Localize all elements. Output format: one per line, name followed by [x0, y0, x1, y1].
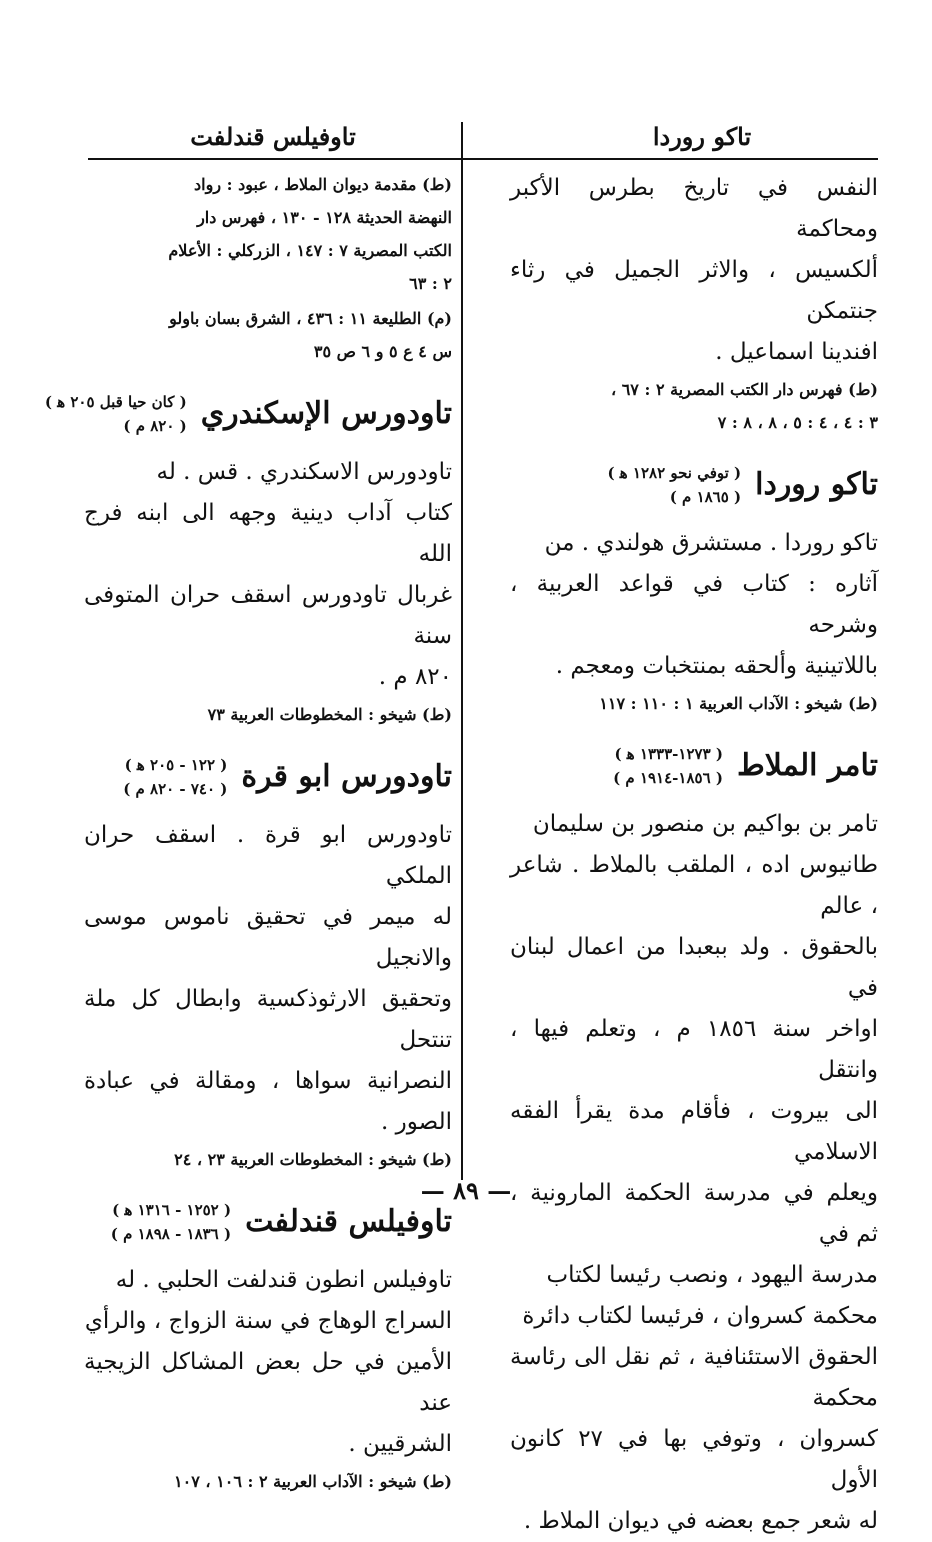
reference-line: س ٤ ع ٥ و ٦ ص ٣٥ [313, 342, 452, 361]
header-rule [88, 158, 878, 160]
body-line: محكمة كسروان ، فرئيسا لكتاب دائرة [522, 1303, 878, 1329]
entry-date-gregorian: ( ٨٢٠ م ) [45, 414, 187, 438]
entry-date-gregorian: ( ١٨٦٥ م ) [607, 485, 741, 509]
column-divider [461, 122, 463, 1180]
entry-title: تاوفيلس قندلفت [245, 1204, 452, 1239]
body-line: آثاره : كتاب في قواعد العربية ، وشرحه [510, 571, 878, 638]
body-line: الى بيروت ، فأقام مدة يقرأ الفقه الاسلامي [510, 1098, 878, 1165]
entry-date-gregorian: ( ١٨٥٦-١٩١٤ م ) [613, 766, 723, 790]
body-line: وتحقيق الارثوذكسية وابطال كل ملة تنتحل [84, 986, 452, 1053]
entry-title: تاودورس ابو قرة [241, 759, 452, 794]
entry-title: تامر الملاط [736, 748, 878, 783]
entry-title: تاودورس الإسكندري [200, 396, 452, 431]
entry-dates [607, 461, 741, 509]
body-line: كسروان ، وتوفي بها في ٢٧ كانون الأول [510, 1426, 878, 1493]
body-line: ألكسيس ، والاثر الجميل في رثاء جنتمكن [510, 257, 878, 324]
reference-line: (م) الطليعة ١١ : ٤٣٦ ، الشرق بسان باولو [169, 309, 452, 328]
entry-heading [510, 736, 878, 796]
reference-line: (ط) شيخو : المخطوطات العربية ٢٣ ، ٢٤ [174, 1150, 452, 1169]
body-line: افندينا اسماعيل . [715, 339, 878, 365]
entry-date-gregorian: ( ١٨٣٦ - ١٨٩٨ م ) [111, 1222, 231, 1246]
body-line: له شعر جمع بعضه في ديوان الملاط . [523, 1508, 878, 1534]
body-line: اواخر سنة ١٨٥٦ م ، وتعلم فيها ، وانتقل [510, 1016, 878, 1083]
entry-heading [57, 384, 452, 444]
body-line: كتاب آداب دينية وجهه الى ابنه فرج الله [84, 500, 452, 567]
right-column [510, 168, 878, 1542]
body-line: السراج الوهاج في سنة الزواج ، والرأي [84, 1308, 452, 1334]
entry-date-hijri: ( ١٢٢ - ٢٠٥ ﻫ ) [123, 753, 227, 777]
reference-line: الكتب المصرية ٧ : ١٤٧ ، الزركلي : الأعلام [168, 241, 452, 260]
entry-heading [510, 455, 878, 515]
reference-line: (ط) مقدمة ديوان الملاط ، عبود : رواد [194, 175, 452, 194]
entry-date-hijri: ( كان حيا قبل ٢٠٥ ﻫ ) [45, 390, 187, 414]
entry-dates [111, 1198, 231, 1246]
reference-line: ٢ : ٦٣ [409, 274, 452, 293]
entry-dates [123, 753, 227, 801]
reference-line: (ط) شيخو : الآداب العربية ٢ : ١٠٦ ، ١٠٧ [174, 1472, 452, 1491]
body-line: مدرسة اليهود ، ونصب رئيسا لكتاب [546, 1262, 878, 1288]
reference-line: النهضة الحديثة ١٢٨ - ١٣٠ ، فهرس دار [197, 208, 452, 227]
body-line: له ميمر في تحقيق ناموس موسى والانجيل [84, 904, 452, 971]
body-line: طانيوس اده ، الملقب بالملاط . شاعر ، عالم [510, 852, 878, 919]
body-line: غربال تاودورس اسقف حران المتوفى سنة [84, 582, 452, 649]
body-line: ويعلم في مدرسة الحكمة المارونية ، ثم في [510, 1180, 878, 1247]
entry-date-hijri: ( توفي نحو ١٢٨٢ ﻫ ) [607, 461, 741, 485]
running-head-right: تاكو روردا [652, 122, 752, 151]
body-line: الحقوق الاستئنافية ، ثم نقل الى رئاسة محكمة [510, 1344, 878, 1411]
body-line: الشرقيين . [348, 1431, 452, 1457]
body-line: تامر بن بواكيم بن منصور بن سليمان [532, 811, 878, 837]
entry-heading [84, 747, 452, 807]
entry-title: تاكو روردا [755, 467, 878, 502]
entry-date-gregorian: ( ٧٤٠ - ٨٢٠ م ) [123, 777, 227, 801]
body-line: بالحقوق . ولد ببعبدا من اعمال لبنان في [510, 934, 878, 1001]
page-number: — ٨٩ — [420, 1176, 512, 1205]
body-line: ٨٢٠ م . [378, 664, 452, 690]
reference-line: (ط) شيخو : المخطوطات العربية ٧٣ [207, 705, 452, 724]
running-head-left: تاوفيلس قندلفت [190, 122, 356, 151]
body-line: تاكو روردا . مستشرق هولندي . من [544, 530, 878, 556]
reference-line: ٣ : ٤ ، ٤ : ٥ ، ٨ ، ٨ : ٧ [717, 413, 878, 432]
body-line: تاودورس الاسكندري . قس . له [156, 459, 452, 485]
body-line: تاوفيلس انطون قندلفت الحلبي . له [115, 1267, 452, 1293]
reference-line: (ط) شيخو : الآداب العربية ١ : ١١٠ : ١١٧ [599, 694, 878, 713]
left-column [57, 168, 452, 1498]
entry-date-hijri: ( ١٢٧٣-١٣٣٣ ﻫ ) [613, 742, 723, 766]
body-line: النفس في تاريخ بطرس الأكبر ومحاكمة [510, 175, 878, 242]
entry-date-hijri: ( ١٢٥٢ - ١٣١٦ ﻫ ) [111, 1198, 231, 1222]
entry-dates [45, 390, 187, 438]
reference-line: (ط) فهرس دار الكتب المصرية ٢ : ٦٧ ، [610, 380, 878, 399]
body-line: الأمين في حل بعض المشاكل الزيجية عند [84, 1349, 452, 1416]
body-line: باللاتينية وألحقه بمنتخبات ومعجم . [555, 653, 878, 679]
entry-dates [613, 742, 723, 790]
body-line: النصرانية سواها ، ومقالة في عبادة الصور . [84, 1068, 452, 1135]
body-line: تاودورس ابو قرة . اسقف حران الملكي [84, 822, 452, 889]
